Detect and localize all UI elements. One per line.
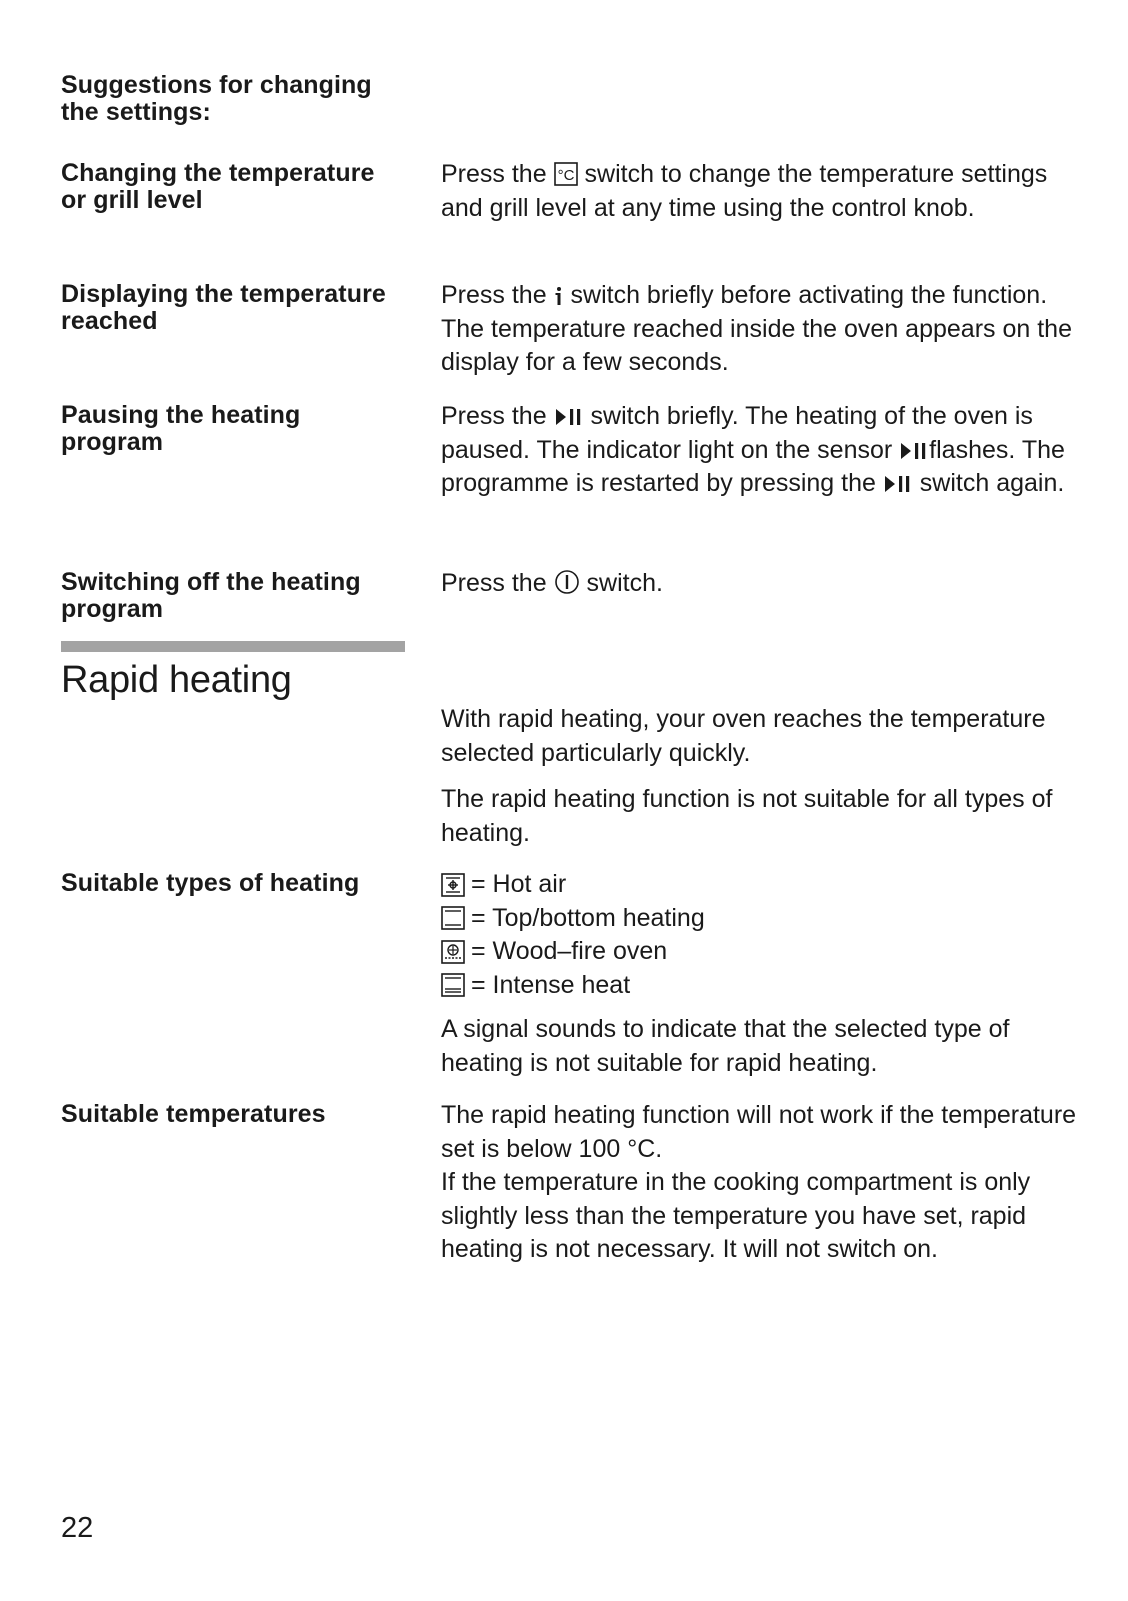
intense-heat-icon	[441, 973, 465, 997]
svg-text:°C: °C	[557, 167, 574, 184]
list-item: = Intense heat	[441, 969, 1081, 1003]
list-item: = Wood–fire oven	[441, 935, 1081, 969]
play-pause-icon	[554, 406, 584, 428]
page-number: 22	[61, 1512, 94, 1544]
section-title: Rapid heating	[61, 659, 292, 701]
top-bottom-heating-icon	[441, 906, 465, 930]
label-suitable-types: Suitable types of heating	[61, 869, 360, 897]
signal-note: A signal sounds to indicate that the selected type of heating is not suitable for rapid heating.	[441, 1015, 1010, 1077]
hot-air-icon	[441, 873, 465, 897]
info-switch-icon	[554, 285, 564, 307]
play-pause-icon	[899, 440, 929, 462]
wood-fire-oven-icon	[441, 940, 465, 964]
temperature-not-necessary-text: If the temperature in the cooking compartment is only slightly less than the temperature you have set, rapid heating is not necessary. It will not switch on.	[441, 1168, 1031, 1263]
rapid-intro-1: With rapid heating, your oven reaches the temperature selected particularly quickly.	[441, 705, 1046, 767]
label-changing-temperature: Changing the temperature or grill level	[61, 159, 375, 214]
label-suitable-temperatures: Suitable temperatures	[61, 1100, 326, 1128]
text-pausing-program: Press the switch briefly. The heating of the oven is paused. The indicator light on the sensor flashes. The programme is restarted by pressing the switch again.	[441, 402, 1065, 497]
suitable-temperatures-text	[441, 1099, 1081, 1267]
heating-types-list	[441, 868, 1081, 1002]
temperature-limit-text: The rapid heating function will not work if the temperature set is below 100 °C.	[441, 1101, 1077, 1163]
label-pausing-program: Pausing the heating program	[61, 401, 301, 456]
rapid-intro-2: The rapid heating function is not suitable for all types of heating.	[441, 785, 1053, 847]
label-switching-off: Switching off the heating program	[61, 568, 361, 623]
list-item: = Hot air	[441, 868, 1081, 902]
play-pause-icon	[883, 473, 913, 495]
text-displaying-temperature: Press the switch briefly before activating the function. The temperature reached inside the oven appears on the display for a few seconds.	[441, 281, 1072, 376]
list-item: = Top/bottom heating	[441, 902, 1081, 936]
temperature-switch-icon	[554, 162, 578, 186]
intro-heading: Suggestions for changing the settings:	[61, 71, 372, 126]
section-divider	[61, 641, 405, 652]
on-off-switch-icon	[554, 569, 580, 595]
text-changing-temperature: Press the °C switch to change the temperature settings and grill level at any time using the control knob.	[441, 160, 1048, 222]
label-displaying-temperature: Displaying the temperature reached	[61, 280, 386, 335]
text-switching-off: Press the switch.	[441, 569, 663, 597]
